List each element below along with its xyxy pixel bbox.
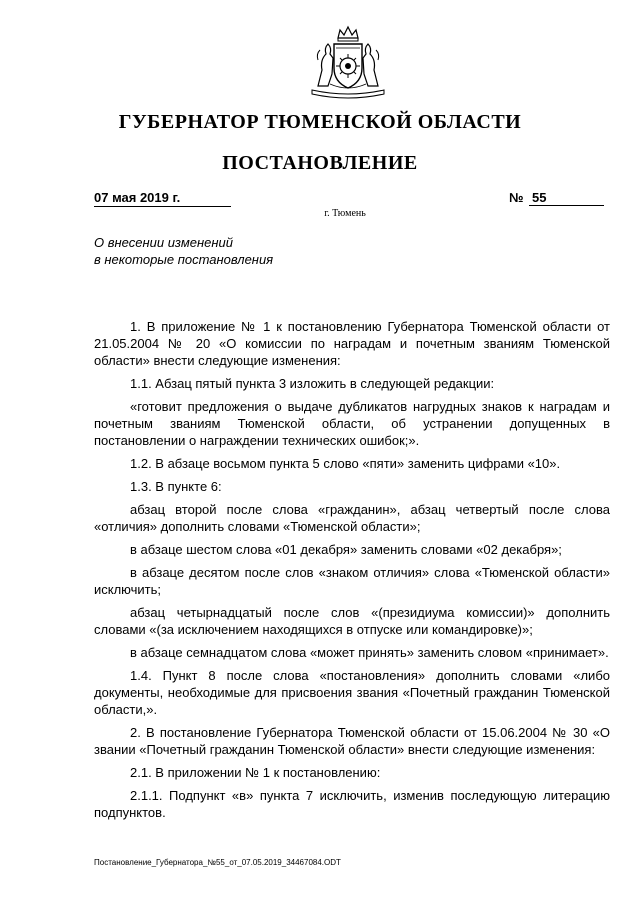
paragraph: абзац четырнадцатый после слов «(президиума комиссии)» дополнить словами «(за исключением находящихся в отпуске или командировке)»; — [94, 605, 610, 637]
city: г. Тюмень — [324, 208, 366, 219]
document-subject — [94, 234, 354, 268]
paragraph: 1.4. Пункт 8 после слова «постановления» дополнить словами «либо документы, необходимые для присвоения звания «Почетный гражданин Тюменской области,». — [94, 668, 610, 717]
document-body — [94, 318, 610, 827]
paragraph: 2.1.1. Подпункт «в» пункта 7 исключить, изменив последующую литерацию подпунктов. — [94, 788, 610, 820]
footer-filename: Постановление_Губернатора_№55_от_07.05.2019_34467084.ODT — [94, 858, 341, 867]
paragraph: в абзаце десятом после слов «знаком отличия» слова «Тюменской области» исключить; — [94, 565, 610, 597]
paragraph: 2.1. В приложении № 1 к постановлению: — [130, 765, 381, 780]
paragraph: 1.2. В абзаце восьмом пункта 5 слово «пяти» заменить цифрами «10». — [130, 456, 561, 471]
subject-line: О внесении изменений — [94, 235, 233, 250]
document-date: 07 мая 2019 г. — [94, 190, 231, 207]
paragraph: абзац второй после слова «гражданин», абзац четвертый после слова «отличия» дополнить словами «Тюменской области»; — [94, 502, 610, 534]
governor-title: ГУБЕРНАТОР ТЮМЕНСКОЙ ОБЛАСТИ — [118, 111, 522, 133]
paragraph: 1.3. В пункте 6: — [130, 479, 222, 494]
paragraph: «готовит предложения о выдаче дубликатов нагрудных знаков к наградам и почетным званиям Тюменской области, об устранении допущенных в постановлении о награждении технических ошибок;». — [94, 399, 610, 448]
document-type: ПОСТАНОВЛЕНИЕ — [222, 152, 418, 174]
subject-line: в некоторые постановления — [94, 252, 274, 267]
coat-of-arms-icon — [300, 24, 396, 100]
paragraph: в абзаце семнадцатом слова «может принять» заменить словом «принимает». — [130, 645, 609, 660]
paragraph: 1.1. Абзац пятый пункта 3 изложить в следующей редакции: — [130, 376, 495, 391]
number-label: № — [509, 190, 524, 205]
paragraph: 2. В постановление Губернатора Тюменской области от 15.06.2004 № 30 «О звании «Почетный гражданин Тюменской области» внести следующие изменения: — [94, 725, 610, 757]
paragraph: 1. В приложение № 1 к постановлению Губернатора Тюменской области от 21.05.2004 № 20 «О комиссии по наградам и почетным званиям Тюменской области» внести следующие изменения: — [94, 319, 610, 368]
paragraph: в абзаце шестом слова «01 декабря» заменить словами «02 декабря»; — [130, 542, 562, 557]
document-number: 55 — [529, 190, 604, 206]
